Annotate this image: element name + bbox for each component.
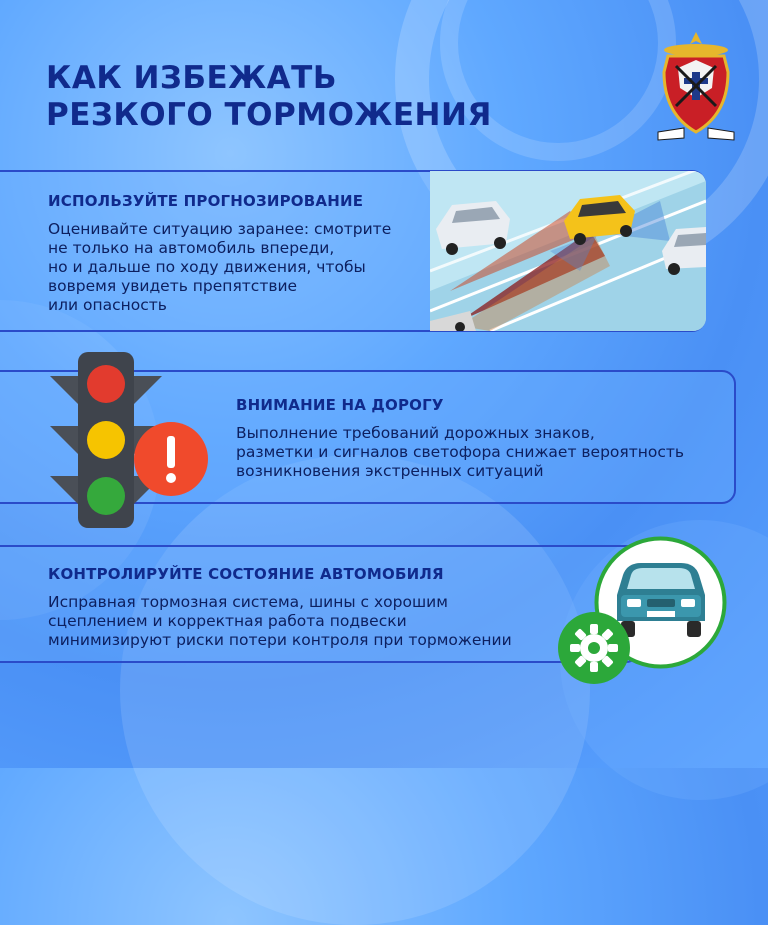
road-cars-illustration (430, 171, 706, 331)
card-text (48, 593, 512, 650)
card-vehicle-condition (0, 545, 640, 663)
text-line: не только на автомобиль впереди, (48, 239, 335, 257)
title-line-1: КАК ИЗБЕЖАТЬ (46, 60, 337, 96)
card-title: ВНИМАНИЕ НА ДОРОГУ (236, 396, 444, 414)
bg-blob (120, 455, 590, 925)
card-text (236, 424, 684, 481)
page-title (46, 60, 492, 134)
alert-icon (132, 420, 210, 498)
text-line: минимизируют риски потери контроля при торможении (48, 631, 512, 649)
text-line: сцеплением и корректная работа подвески (48, 612, 407, 630)
text-line: Выполнение требований дорожных знаков, (236, 424, 595, 442)
gear-icon (556, 610, 632, 686)
card-title: ИСПОЛЬЗУЙТЕ ПРОГНОЗИРОВАНИЕ (48, 192, 364, 210)
card-text (48, 220, 391, 315)
text-line: разметки и сигналов светофора снижает вероятность (236, 443, 685, 461)
text-line: Оценивайте ситуацию заранее: смотрите (48, 220, 392, 238)
text-line: или опасность (48, 296, 167, 314)
text-line: Исправная тормозная система, шины с хорошим (48, 593, 448, 611)
text-line: но и дальше по ходу движения, чтобы (48, 258, 366, 276)
card-title: КОНТРОЛИРУЙТЕ СОСТОЯНИЕ АВТОМОБИЛЯ (48, 565, 444, 583)
title-line-2: РЕЗКОГО ТОРМОЖЕНИЯ (46, 97, 492, 133)
text-line: возникновения экстренных ситуаций (236, 462, 544, 480)
text-line: вовремя увидеть препятствие (48, 277, 298, 295)
police-emblem-icon (654, 28, 738, 146)
